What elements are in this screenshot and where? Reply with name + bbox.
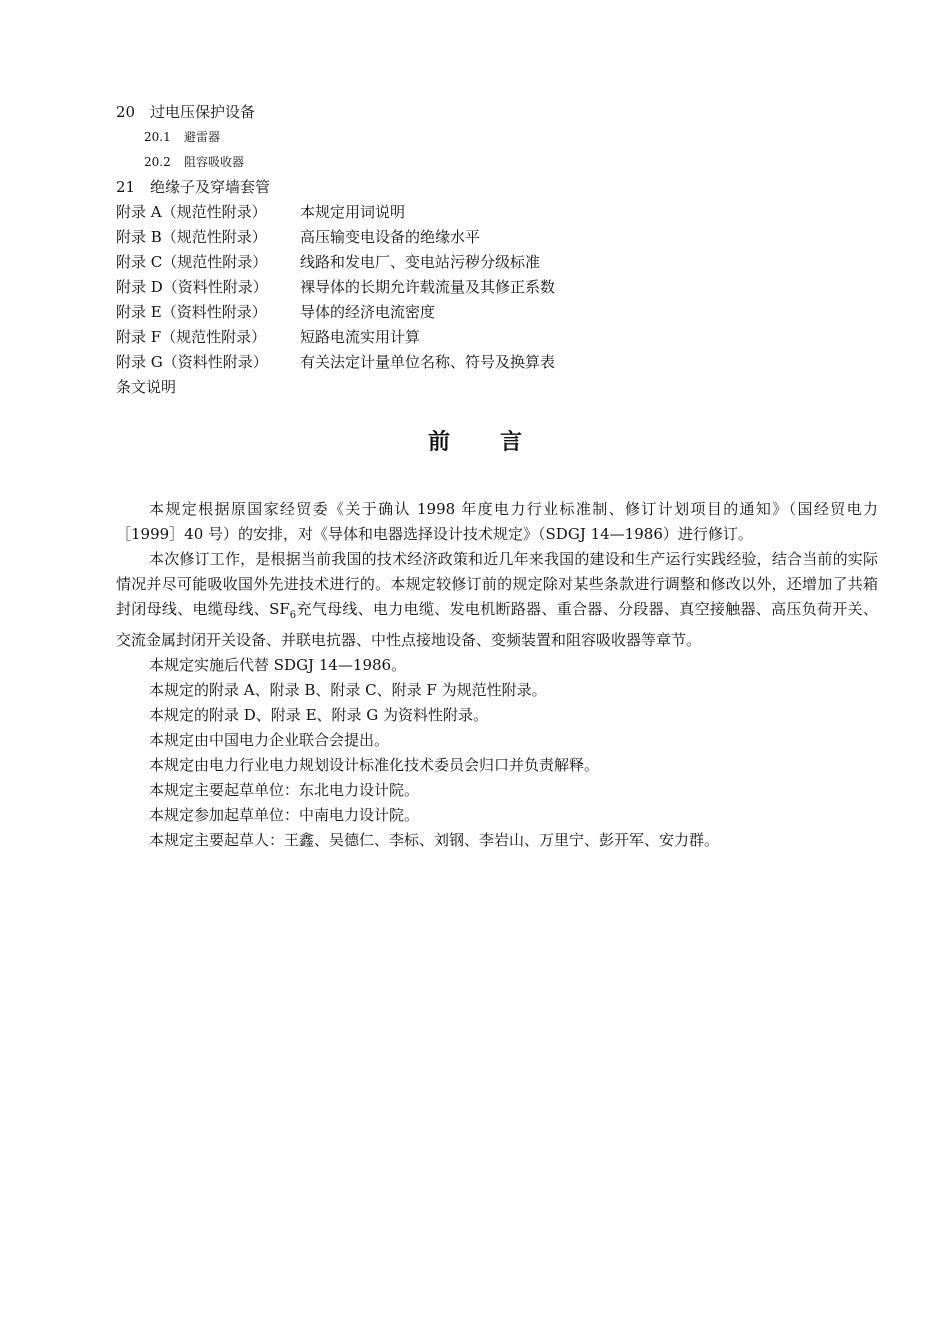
paragraph: 本规定的附录 D、附录 E、附录 G 为资料性附录。 <box>149 706 489 724</box>
appendix-label: 附录 A（规范性附录） <box>116 203 267 221</box>
toc-title: 避雷器 <box>184 130 221 144</box>
appendix-label: 附录 D（资料性附录） <box>116 278 268 296</box>
paragraph-text: 充气母线、电力电缆、发电机断路器、重合器、分段器、真空接触器、高压负荷开关、交流金属封闭开关设备、并联电抗器、中性点接地设备、变频装置和阻容吸收器等章节。 <box>116 600 878 649</box>
paragraph: 本规定实施后代替 SDGJ 14—1986。 <box>149 656 407 674</box>
toc-number: 21 <box>116 178 136 196</box>
appendix-title: 高压输变电设备的绝缘水平 <box>300 228 481 246</box>
appendix-title: 导体的经济电流密度 <box>300 303 436 321</box>
subscript: 6 <box>289 610 297 621</box>
toc-title: 绝缘子及穿墙套管 <box>150 178 271 196</box>
toc-number: 20.1 <box>144 130 171 144</box>
appendix-title: 本规定用词说明 <box>300 203 406 221</box>
toc-number: 20 <box>116 103 136 121</box>
paragraph: 本规定的附录 A、附录 B、附录 C、附录 F 为规范性附录。 <box>149 681 547 699</box>
toc-item[interactable] <box>116 100 876 125</box>
paragraph: 本规定由中国电力企业联合会提出。 <box>149 731 390 749</box>
appendix-label: 附录 F（规范性附录） <box>116 328 267 346</box>
toc-appendix[interactable] <box>116 200 876 225</box>
appendix-label: 附录 B（规范性附录） <box>116 228 267 246</box>
paragraph-text: 本次修订工作，是根据当前我国的技术经济政策和近几年来我国的建设和生产运行实践经验，结合当前的实际情况并尽可能吸收国外先进技术进行的。本规定较修订前的规定除对某些条款进行调整和修改以外，还增加了共箱封闭母线、电缆母线、SF <box>116 550 878 618</box>
page-title: 前言 <box>427 429 572 455</box>
toc-appendix[interactable] <box>116 325 876 350</box>
toc-subitem[interactable] <box>116 125 876 150</box>
paragraph: 本规定由电力行业电力规划设计标准化技术委员会归口并负责解释。 <box>149 756 600 774</box>
toc-appendix[interactable] <box>116 300 876 325</box>
toc-appendix[interactable] <box>116 350 876 375</box>
paragraph: 本规定主要起草人：王鑫、吴德仁、李标、刘钢、李岩山、万里宁、彭开军、安力群。 <box>149 831 720 849</box>
toc-explanation[interactable] <box>116 375 876 400</box>
preface-body <box>116 497 878 853</box>
paragraph <box>116 547 878 653</box>
appendix-label: 附录 G（资料性附录） <box>116 353 268 371</box>
paragraph: 本规定根据原国家经贸委《关于确认 1998 年度电力行业标准制、修订计划项目的通知》（国经贸电力［1999］40 号）的安排，对《导体和电器选择设计技术规定》（SDGJ 14—1986）进行修订。 <box>116 500 878 543</box>
toc-title: 条文说明 <box>116 378 177 396</box>
toc-number: 20.2 <box>144 155 171 169</box>
paragraph: 本规定参加起草单位：中南电力设计院。 <box>149 806 420 824</box>
toc-appendix[interactable] <box>116 250 876 275</box>
appendix-label: 附录 C（规范性附录） <box>116 253 268 271</box>
appendix-title: 有关法定计量单位名称、符号及换算表 <box>300 353 556 371</box>
appendix-title: 短路电流实用计算 <box>300 328 421 346</box>
toc-appendix[interactable] <box>116 225 876 250</box>
appendix-title: 线路和发电厂、变电站污秽分级标准 <box>300 253 541 271</box>
toc-item[interactable] <box>116 175 876 200</box>
paragraph: 本规定主要起草单位：东北电力设计院。 <box>149 781 420 799</box>
toc-appendix[interactable] <box>116 275 876 300</box>
toc-subitem[interactable] <box>116 150 876 175</box>
toc-title: 阻容吸收器 <box>184 155 245 169</box>
appendix-title: 裸导体的长期允许载流量及其修正系数 <box>300 278 556 296</box>
appendix-label: 附录 E（资料性附录） <box>116 303 267 321</box>
table-of-contents <box>116 100 876 400</box>
toc-title: 过电压保护设备 <box>150 103 256 121</box>
